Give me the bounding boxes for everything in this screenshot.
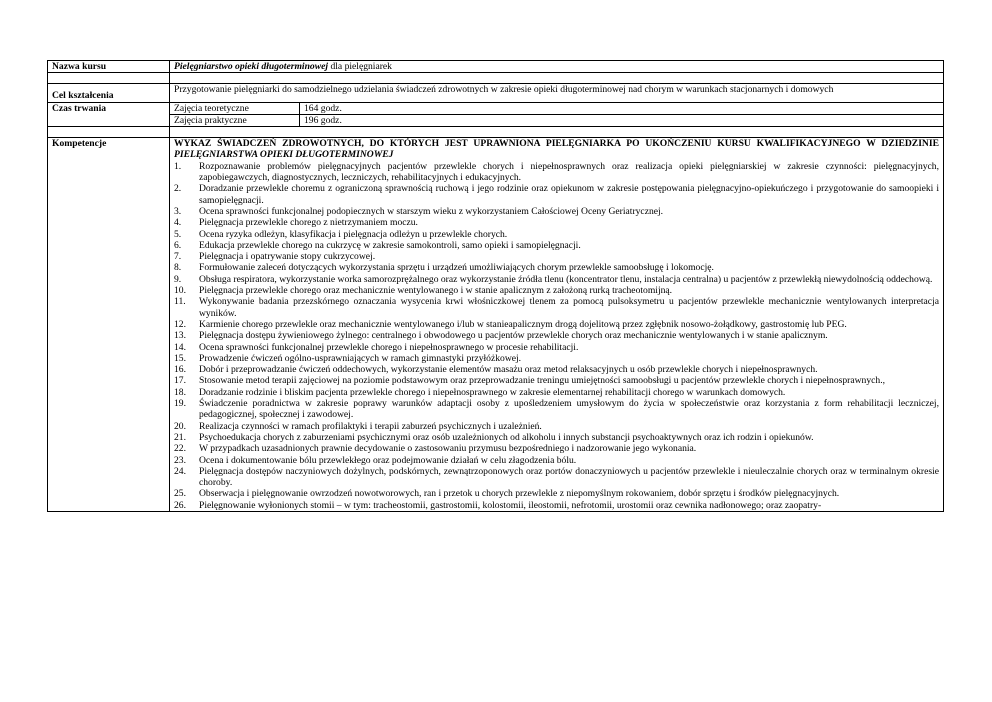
list-item-text: Pielęgnacja dostępu żywieniowego żylnego: centralnego i obwodowego u pacjentów przewlekle chorych oraz mechanicznie wentylowanych i w stanie apalicznym. — [199, 330, 828, 342]
list-item-number: 9. — [174, 273, 182, 285]
list-item-text: Psychoedukacja chorych z zaburzeniami psychicznymi oraz osób uzależnionych od alkoholu i innych substancji psychoaktywnych oraz ich rodzin i opiekunów. — [199, 431, 814, 443]
list-item — [174, 466, 939, 489]
list-item-text: Pielęgnacja przewlekle chorego oraz mechanicznie wentylowanego i w stanie apalicznym z założoną rurką tracheotomijną. — [199, 285, 673, 297]
competences-heading-italic: PIELĘGNIARSTWA OPIEKI DŁUGOTERMINOWEJ — [174, 149, 394, 161]
list-item-number: 19. — [174, 398, 186, 410]
list-item-text: Obserwacja i pielęgnowanie owrzodzeń nowotworowych, ran i przetok u chorych przewlekle z niepomyślnym rokowaniem, dobór sprzętu i środków pielęgnacyjnych. — [199, 488, 840, 500]
competences-list — [174, 161, 939, 511]
list-item-text: Ocena i dokumentowanie bólu przewlekłego oraz podejmowanie działań w celu złagodzenia bólu. — [199, 454, 577, 466]
duration-label: Czas trwania — [48, 102, 170, 127]
list-item-number: 8. — [174, 262, 182, 274]
list-item — [174, 217, 939, 228]
list-item-number: 16. — [174, 364, 186, 376]
competences-label: Kompetencje — [48, 138, 170, 512]
spacer-row — [48, 73, 944, 84]
list-item — [174, 319, 939, 330]
list-item — [174, 285, 939, 296]
goal-row — [48, 84, 944, 102]
list-item — [174, 342, 939, 353]
course-name-italic: Pielęgniarstwo opieki długoterminowej — [174, 61, 329, 72]
list-item-text: Świadczenie poradnictwa w zakresie poprawy warunków adaptacji osoby z upośledzeniem umysłowym do życia w społeczeństwie oraz korzystania z form rehabilitacji leczniczej, pedagogicznej, społecznej i zawodowej. — [199, 398, 939, 421]
list-item-text: Rozpoznawanie problemów pielęgnacyjnych pacjentów przewlekle chorych i niepełnosprawnych oraz realizacja opieki pielęgniarskiej w zakresie czynności: pielęgnacyjnych, zapobiegawczych, diagnostycznych, leczniczych, rehabilitacyjnych i edukacyjnych. — [199, 160, 939, 184]
list-item — [174, 488, 939, 499]
list-item-text: Edukacja przewlekle chorego na cukrzycę w zakresie samokontroli, samo opieki i samopielęgnacji. — [199, 239, 581, 251]
list-item — [174, 296, 939, 319]
list-item-text: Prowadzenie ćwiczeń ogólno-usprawniających w ramach gimnastyki przyłóżkowej. — [199, 352, 522, 364]
list-item-text: Doradzanie przewlekle choremu z ograniczoną sprawnością ruchową i jego rodzinie oraz opiekunom w zakresie postępowania pielęgnacyjno-opiekuńczego i przygotowanie do samoopieki i samopielęgnacji. — [199, 183, 939, 206]
list-item-text: Ocena sprawności funkcjonalnej przewlekle chorego i niepełnosprawnego w procesie rehabilitacji. — [199, 341, 579, 353]
list-item-text: Ocena sprawności funkcjonalnej podopiecznych w starszym wieku z wykorzystaniem Całościowej Oceny Geriatrycznej. — [199, 205, 664, 217]
list-item-number: 15. — [174, 352, 186, 364]
list-item — [174, 240, 939, 251]
course-name-row — [48, 61, 944, 73]
list-item-number: 22. — [174, 443, 186, 455]
theory-value: 164 godz. — [300, 102, 944, 114]
list-item — [174, 161, 939, 184]
course-table — [47, 60, 944, 512]
goal-label: Cel kształcenia — [48, 84, 170, 102]
list-item — [174, 421, 939, 432]
list-item-text: Obsługa respiratora, wykorzystanie worka samorozprężalnego oraz wykorzystanie źródła tlenu (koncentrator tlenu, instalacja centralna) u pacjentów z przewlekłą niewydolnością oddechową. — [199, 273, 933, 285]
list-item-number: 6. — [174, 239, 182, 251]
list-item-text: Realizacja czynności w ramach profilaktyki i terapii zaburzeń psychicznych i uzależnień. — [199, 420, 542, 432]
list-item-number: 17. — [174, 375, 186, 387]
competences-heading-main: WYKAZ ŚWIADCZEŃ ZDROWOTNYCH, DO KTÓRYCH JEST UPRAWNIONA PIELĘGNIARKA PO UKOŃCZENIU KURSU KWALIFIKACYJNEGO W DZIEDZINIE — [174, 138, 939, 150]
list-item — [174, 432, 939, 443]
course-name-rest: dla pielęgniarek — [328, 61, 392, 72]
course-name-label: Nazwa kursu — [48, 61, 170, 73]
theory-label: Zajęcia teoretyczne — [170, 102, 300, 114]
list-item — [174, 330, 939, 341]
list-item — [174, 274, 939, 285]
list-item-number: 11. — [174, 296, 186, 308]
list-item-number: 18. — [174, 386, 186, 398]
list-item — [174, 455, 939, 466]
list-item-text: Pielęgnacja dostępów naczyniowych dożylnych, podskórnych, zewnątrzoponowych oraz portów donaczyniowych u pacjentów przewlekle i nieuleczalnie chorych oraz w terminalnym okresie choroby. — [199, 465, 939, 489]
list-item — [174, 251, 939, 262]
list-item-number: 3. — [174, 205, 182, 217]
list-item-number: 7. — [174, 251, 182, 263]
practice-value: 196 godz. — [300, 114, 944, 126]
spacer-row — [48, 127, 944, 138]
list-item — [174, 398, 939, 421]
list-item-number: 14. — [174, 341, 186, 353]
list-item-text: Formułowanie zaleceń dotyczących wykorzystania sprzętu i urządzeń umożliwiających chorym przewlekle samoobsługę i lokomocję. — [199, 262, 714, 274]
list-item-number: 10. — [174, 285, 186, 297]
course-name-value — [170, 61, 944, 73]
goal-text: Przygotowanie pielęgniarki do samodzielnego udzielania świadczeń zdrowotnych w zakresie opieki długoterminowej nad chorym w warunkach stacjonarnych i domowych — [170, 84, 944, 102]
list-item-number: 26. — [174, 499, 186, 511]
list-item — [174, 387, 939, 398]
list-item-text: Doradzanie rodzinie i bliskim pacjenta przewlekle chorego i niepełnosprawnego w zakresie elementarnej rehabilitacji chorego w warunkach domowych. — [199, 386, 786, 398]
list-item-number: 2. — [174, 183, 182, 195]
list-item-text: Karmienie chorego przewlekle oraz mechanicznie wentylowanego i/lub w stanieapalicznym drogą dojelitową przez zgłębnik nosowo-żołądkowy, gastrostomię lub PEG. — [199, 318, 847, 330]
list-item-number: 5. — [174, 228, 182, 240]
list-item — [174, 262, 939, 273]
list-item — [174, 353, 939, 364]
duration-practice-row — [48, 114, 944, 126]
list-item-number: 24. — [174, 465, 186, 477]
list-item-text: Dobór i przeprowadzanie ćwiczeń oddechowych, wykorzystanie elementów masażu oraz metod relaksacyjnych u osób przewlekle chorych i niepełnosprawnych. — [199, 364, 818, 376]
list-item — [174, 364, 939, 375]
list-item-text: Stosowanie metod terapii zajęciowej na poziomie podstawowym oraz przeprowadzanie treningu umiejętności samoobsługi u pacjentów przewlekle chorych i niepełnosprawnych., — [199, 375, 885, 387]
list-item — [174, 443, 939, 454]
list-item — [174, 500, 939, 511]
list-item-number: 25. — [174, 488, 186, 500]
competences-content — [170, 138, 944, 512]
list-item-text: Pielęgnacja przewlekle chorego z nietrzymaniem moczu. — [199, 217, 418, 229]
competences-heading — [174, 138, 939, 161]
list-item-number: 21. — [174, 431, 186, 443]
competences-row — [48, 138, 944, 512]
list-item-text: Pielęgnowanie wyłonionych stomii – w tym: tracheostomii, gastrostomii, kolostomii, ileostomii, nefrotomii, urostomii oraz cewnika nadłonowego; oraz zaopatry- — [199, 499, 822, 511]
list-item — [174, 375, 939, 386]
list-item-number: 12. — [174, 318, 186, 330]
list-item-number: 20. — [174, 420, 186, 432]
list-item-text: Pielęgnacja i opatrywanie stopy cukrzycowej. — [199, 251, 376, 263]
list-item — [174, 229, 939, 240]
list-item-number: 1. — [174, 160, 182, 172]
list-item — [174, 206, 939, 217]
list-item-number: 13. — [174, 330, 186, 342]
list-item — [174, 183, 939, 206]
practice-label: Zajęcia praktyczne — [170, 114, 300, 126]
list-item-text: Wykonywanie badania przezskórnego oznaczania wysycenia krwi włośniczkowej tlenem za pomocą pulsoksymetru u pacjentów przewlekle mechanicznie wentylowanych interpretacja wyników. — [199, 296, 939, 319]
list-item-text: Ocena ryzyka odleżyn, klasyfikacja i pielęgnacja odleżyn u przewlekle chorych. — [199, 228, 508, 240]
list-item-text: W przypadkach uzasadnionych prawnie decydowanie o zastosowaniu przymusu bezpośredniego i nadzorowanie jego wykonania. — [199, 443, 697, 455]
duration-theory-row — [48, 102, 944, 114]
list-item-number: 23. — [174, 454, 186, 466]
list-item-number: 4. — [174, 217, 182, 229]
